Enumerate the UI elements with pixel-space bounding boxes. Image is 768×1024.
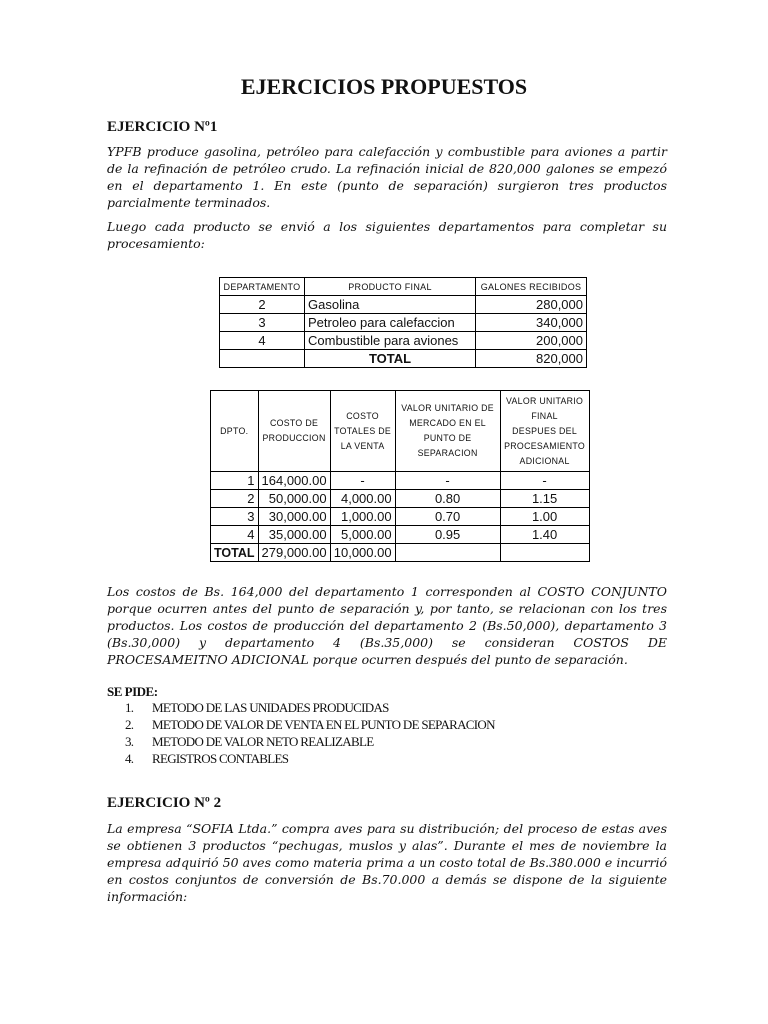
header-text: VALOR UNITARIO DE xyxy=(401,403,494,413)
table-cell: 50,000.00 xyxy=(258,490,330,508)
table-cell: - xyxy=(500,472,589,490)
list-item xyxy=(125,733,495,750)
se-pide-list xyxy=(125,699,495,767)
table-cell: 1 xyxy=(211,472,259,490)
table-row xyxy=(211,526,590,544)
table-row xyxy=(211,508,590,526)
column-header: DEPARTAMENTO xyxy=(220,278,305,296)
table-cell: Gasolina xyxy=(305,296,476,314)
table-cell: 1.15 xyxy=(500,490,589,508)
header-text: DESPUES DEL xyxy=(512,425,578,436)
ejercicio-1-paragraph-2: Luego cada producto se envió a los siguientes departamentos para completar su procesamiento: xyxy=(107,219,667,251)
list-number: 4. xyxy=(125,751,134,766)
table-cell: 5,000.00 xyxy=(330,526,395,544)
header-text: PRODUCCION xyxy=(262,433,326,443)
ejercicio-1-paragraph-1: YPFB produce gasolina, petróleo para calefacción y combustible para aviones a partir de la refinación de petróleo crudo. La refinación inicial de 820,000 galones se empezó en el departamento 1. En este (punto de separación) surgieron tres productos parcialmente terminados. xyxy=(107,144,667,210)
table-cell: - xyxy=(330,472,395,490)
costos-table xyxy=(210,390,590,562)
list-text: METODO DE VALOR DE VENTA EN EL PUNTO DE SEPARACION xyxy=(152,717,495,732)
list-text: REGISTROS CONTABLES xyxy=(152,751,289,766)
list-text: METODO DE VALOR NETO REALIZABLE xyxy=(152,734,374,749)
table-cell: 200,000 xyxy=(476,332,587,350)
se-pide-heading: SE PIDE: xyxy=(107,684,158,699)
ejercicio-2-paragraph-1: La empresa “SOFIA Ltda.” compra aves para su distribución; del proceso de estas aves se obtienen 3 productos “pechugas, muslos y alas”. Durante el mes de noviembre la empresa adquirió 50 aves como materia prima a un costo total de Bs.380.000 e incurrió en costos conjuntos de conversión de Bs.70.000 a demás se dispone de la siguiente información: xyxy=(107,821,667,904)
table-cell: Petroleo para calefaccion xyxy=(305,314,476,332)
table-total-row xyxy=(220,350,587,368)
table-cell: 4 xyxy=(220,332,305,350)
header-text: FINAL xyxy=(531,410,558,421)
column-header: GALONES RECIBIDOS xyxy=(476,278,587,296)
column-header xyxy=(395,391,500,472)
header-text: TOTALES DE xyxy=(334,425,392,436)
header-text: COSTO DE xyxy=(269,418,319,428)
list-number: 1. xyxy=(125,700,134,715)
column-header xyxy=(330,391,395,472)
table-row xyxy=(220,332,587,350)
total-value: 820,000 xyxy=(476,350,587,368)
header-text: VALOR UNITARIO xyxy=(505,395,584,406)
table-cell: - xyxy=(395,472,500,490)
column-header xyxy=(258,391,330,472)
table-cell: 0.70 xyxy=(395,508,500,526)
table-cell: 3 xyxy=(211,508,259,526)
table-header-row xyxy=(211,391,590,472)
table-row xyxy=(211,490,590,508)
list-item xyxy=(125,750,495,767)
table-cell: 164,000.00 xyxy=(258,472,330,490)
table-cell: 1.00 xyxy=(500,508,589,526)
page-title: EJERCICIOS PROPUESTOS xyxy=(240,74,528,99)
table-cell: 35,000.00 xyxy=(258,526,330,544)
table-cell: 340,000 xyxy=(476,314,587,332)
list-text: METODO DE LAS UNIDADES PRODUCIDAS xyxy=(152,700,389,715)
table-total-row xyxy=(211,544,590,562)
table-cell: 30,000.00 xyxy=(258,508,330,526)
table-cell: 4 xyxy=(211,526,259,544)
header-text: DPTO. xyxy=(220,425,249,436)
table-cell: 0.80 xyxy=(395,490,500,508)
column-header xyxy=(500,391,589,472)
header-text: COSTO xyxy=(346,410,379,421)
list-item xyxy=(125,699,495,716)
table-header-row xyxy=(220,278,587,296)
header-text: LA VENTA xyxy=(340,440,385,451)
list-number: 3. xyxy=(125,734,134,749)
table-cell: 1.40 xyxy=(500,526,589,544)
table-cell xyxy=(395,544,500,562)
table-cell: 2 xyxy=(211,490,259,508)
list-number: 2. xyxy=(125,717,134,732)
table-row xyxy=(220,296,587,314)
table-cell: 3 xyxy=(220,314,305,332)
ejercicio-1-heading: EJERCICIO Nº1 xyxy=(107,119,218,135)
column-header: PRODUCTO FINAL xyxy=(305,278,476,296)
table-cell: 1,000.00 xyxy=(330,508,395,526)
table-cell: 280,000 xyxy=(476,296,587,314)
total-value: 10,000.00 xyxy=(330,544,395,562)
table-row xyxy=(220,314,587,332)
table-cell: Combustible para aviones xyxy=(305,332,476,350)
ejercicio-1-paragraph-3: Los costos de Bs. 164,000 del departamento 1 corresponden al COSTO CONJUNTO porque ocurren antes del punto de separación y, por tanto, se relacionan con los tres productos. Los costos de producción del departamento 2 (Bs.50,000), departamento 3 (Bs.30,000) y departamento 4 (Bs.35,000) se consideran COSTOS DE PROCESAMEITNO ADICIONAL porque ocurren después del punto de separación. xyxy=(107,584,667,667)
total-label: TOTAL xyxy=(305,350,476,368)
header-text: MERCADO EN EL xyxy=(409,418,486,428)
table-cell xyxy=(500,544,589,562)
table-cell: 4,000.00 xyxy=(330,490,395,508)
header-text: ADICIONAL xyxy=(519,455,570,466)
list-item xyxy=(125,716,495,733)
column-header xyxy=(211,391,259,472)
header-text: PUNTO DE xyxy=(423,433,472,443)
table-cell: 0.95 xyxy=(395,526,500,544)
header-text: SEPARACION xyxy=(417,448,478,458)
table-cell xyxy=(220,350,305,368)
total-label: TOTAL xyxy=(211,544,259,562)
table-cell: 2 xyxy=(220,296,305,314)
ejercicio-2-heading: EJERCICIO Nº 2 xyxy=(107,795,222,811)
total-value: 279,000.00 xyxy=(258,544,330,562)
galones-table xyxy=(219,277,587,368)
header-text: PROCESAMIENTO xyxy=(504,440,586,451)
table-row xyxy=(211,472,590,490)
